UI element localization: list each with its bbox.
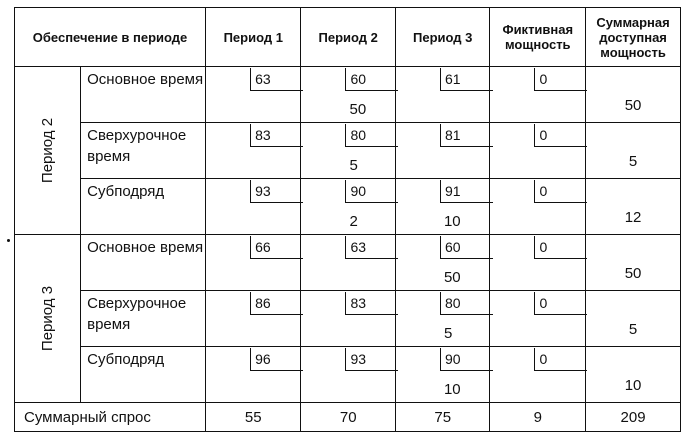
table-row [15,235,681,291]
cost-cell: 90 2 [301,179,395,235]
table-row [15,123,681,179]
header-row [15,8,681,67]
total-period-1: 55 [206,403,301,432]
total-capacity: 209 [586,403,681,432]
cost-cell: 60 50 [301,67,395,123]
total-dummy: 9 [490,403,586,432]
row-label: Субподряд [81,347,206,403]
table-row [15,291,681,347]
header-capacity: Суммарная доступная мощность [586,8,681,67]
totals-row [15,403,681,432]
header-supply: Обеспечение в периоде [15,8,206,67]
cost-cell: 83 [301,291,395,347]
cost-cell: 91 10 [395,179,489,235]
cost-cell: 61 [395,67,489,123]
table-row [15,347,681,403]
table-row [15,179,681,235]
capacity-cell: 5 [586,123,681,179]
capacity-cell: 10 [586,347,681,403]
cost-cell: 0 [490,179,586,235]
cost-cell: 93 [206,179,301,235]
cost-cell: 63 [206,67,301,123]
row-label: Сверхурочное время [81,291,206,347]
total-period-3: 75 [395,403,489,432]
capacity-cell: 50 [586,67,681,123]
cost-cell: 80 5 [395,291,489,347]
row-label: Субподряд [81,179,206,235]
capacity-cell: 5 [586,291,681,347]
table-row [15,67,681,123]
header-dummy: Фиктивная мощность [490,8,586,67]
capacity-cell: 12 [586,179,681,235]
header-period-2: Период 2 [301,8,395,67]
row-label: Сверхурочное время [81,123,206,179]
cost-cell: 96 [206,347,301,403]
cost-cell: 0 [490,235,586,291]
cost-cell: 60 50 [395,235,489,291]
cost-cell: 66 [206,235,301,291]
row-label: Основное время [81,235,206,291]
cost-cell: 83 [206,123,301,179]
header-period-3: Период 3 [395,8,489,67]
capacity-cell: 50 [586,235,681,291]
cost-cell: 0 [490,347,586,403]
cost-cell: 63 [301,235,395,291]
cost-cell: 0 [490,123,586,179]
group-label: Период 3 [15,235,81,403]
cost-cell: 86 [206,291,301,347]
cost-cell: 80 5 [301,123,395,179]
cost-cell: 93 [301,347,395,403]
cost-cell: 0 [490,67,586,123]
row-label: Основное время [81,67,206,123]
stray-dot [7,239,10,242]
transportation-table [14,7,681,432]
cost-cell: 0 [490,291,586,347]
group-label: Период 2 [15,67,81,235]
totals-label: Суммарный спрос [15,403,206,432]
total-period-2: 70 [301,403,395,432]
cost-cell: 81 [395,123,489,179]
header-period-1: Период 1 [206,8,301,67]
cost-cell: 90 10 [395,347,489,403]
